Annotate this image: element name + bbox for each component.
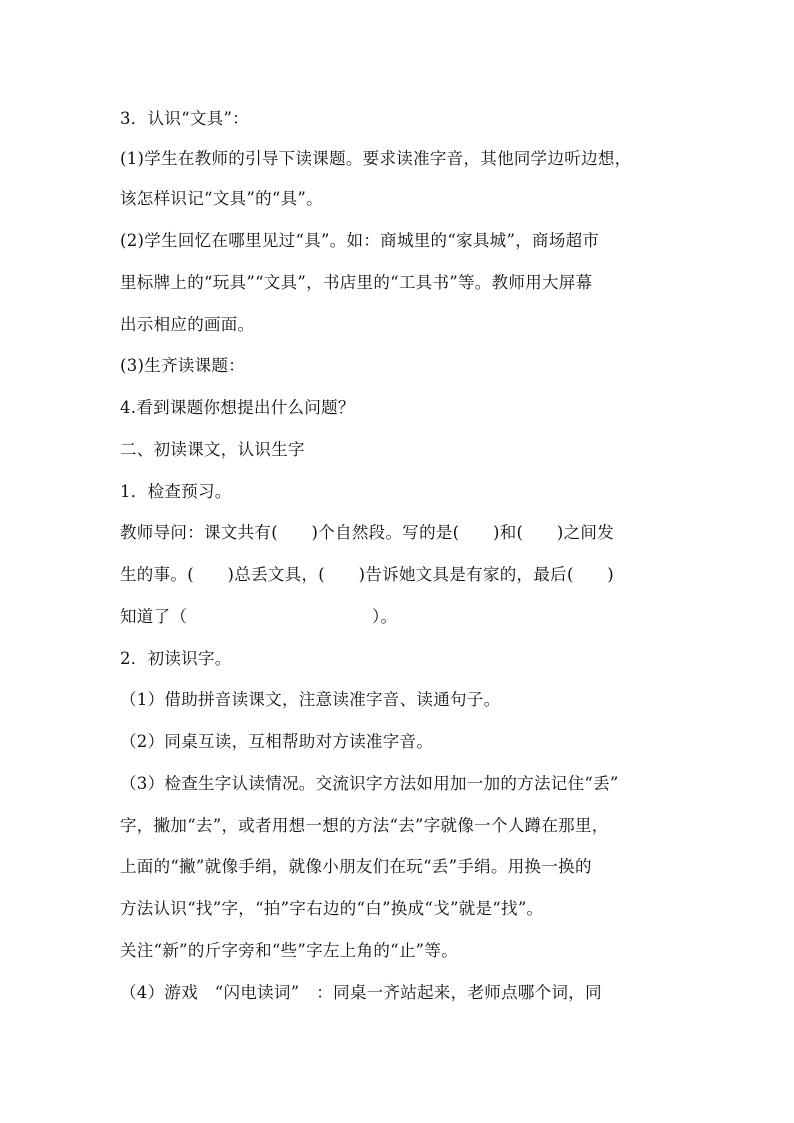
- paragraph-line: 关注“新”的斤字旁和“些”字左上角的“止”等。: [120, 941, 459, 960]
- paragraph-line: (1)学生在教师的引导下读课题。要求读准字音，其他同学边听边想，: [120, 149, 632, 168]
- section-heading-recognize-stationery: 3．认识“文具”：: [120, 109, 250, 128]
- paragraph-line: 生的事。( )总丢文具，( )告诉她文具是有家的，最后( ): [120, 565, 615, 584]
- paragraph-line: 该怎样识记“文具”的“具”。: [120, 189, 323, 208]
- paragraph-line: 字，撇加“去”，或者用想一想的方法“去”字就像一个人蹲在那里，: [120, 816, 609, 835]
- paragraph-line: （4）游戏 “闪电读词” ：同桌一齐站起来，老师点哪个词，同: [120, 983, 602, 1002]
- subsection-heading-initial-literacy: 2．初读识字。: [120, 649, 232, 668]
- paragraph-line: （2）同桌互读，互相帮助对方读准字音。: [120, 732, 434, 751]
- paragraph-line: (3)生齐读课题：: [120, 356, 246, 375]
- paragraph-line: (2)学生回忆在哪里见过“具”。如：商城里的“家具城”，商场超市: [120, 231, 600, 250]
- subsection-heading-check-preview: 1．检查预习。: [120, 482, 232, 501]
- paragraph-line: 4.看到课题你想提出什么问题？: [120, 398, 355, 417]
- paragraph-line: （3）检查生字认读情况。交流识字方法如用加一加的方法记住“丢”: [120, 774, 619, 793]
- paragraph-line: 教师导问：课文共有( )个自然段。写的是( )和( )之间发: [120, 523, 615, 542]
- paragraph-line: 出示相应的画面。: [120, 315, 255, 334]
- paragraph-line: 方法认识“找”字，“拍”字右边的“白”换成“戈”就是“找”。: [120, 899, 544, 918]
- paragraph-line: 上面的“撇”就像手绢，就像小朋友们在玩“丢”手绢。用换一换的: [120, 857, 592, 876]
- paragraph-line: （1）借助拼音读课文，注意读准字音、读通句子。: [120, 690, 501, 709]
- paragraph-line: 里标牌上的“玩具”“文具”，书店里的“工具书”等。教师用大屏幕: [120, 273, 593, 292]
- section-heading-first-reading: 二、初读课文，认识生字: [120, 440, 305, 459]
- paragraph-line: 知道了（ ）。: [120, 607, 398, 626]
